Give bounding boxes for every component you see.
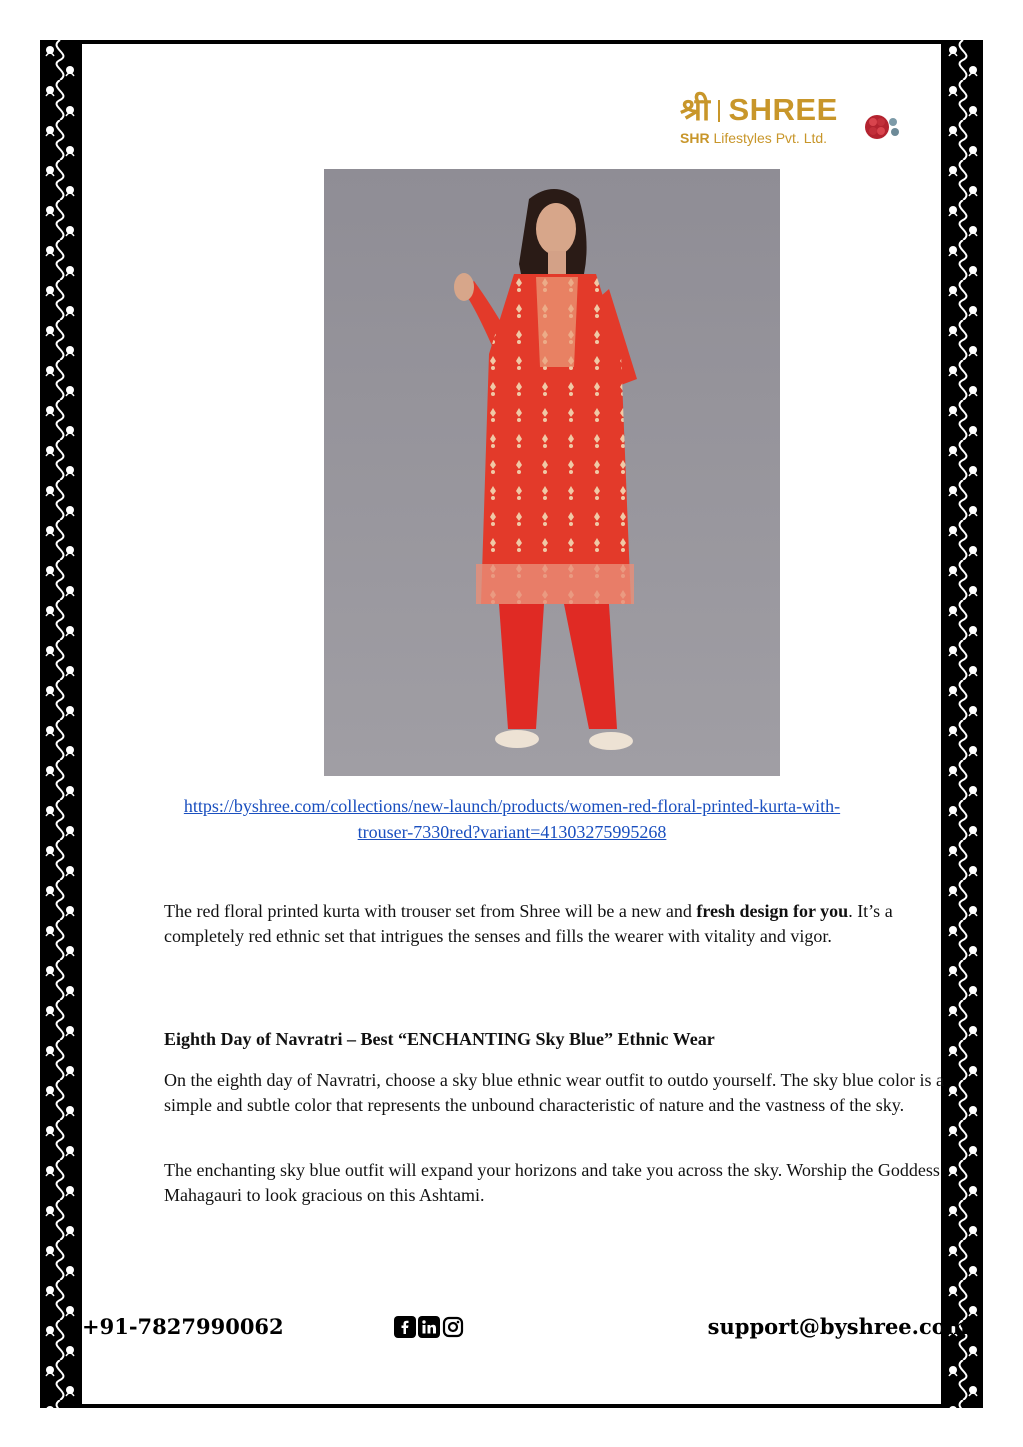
- footer-email[interactable]: support@byshree.com: [707, 1314, 968, 1339]
- page-content: [82, 44, 944, 1404]
- section-paragraph-1: On the eighth day of Navratri, choose a sky blue ethnic wear outfit to outdo yourself. The sky blue color is a simple and subtle color that represents the unbound characteristic of nature and the vastness of the sky.: [164, 1070, 944, 1115]
- facebook-icon[interactable]: [394, 1316, 416, 1338]
- section-paragraph-2: The enchanting sky blue outfit will expand your horizons and take you across the sky. Worship the Goddess Mahagauri to look gracious on this Ashtami.: [164, 1160, 940, 1205]
- social-icons: [394, 1316, 464, 1338]
- intro-paragraph: The red floral printed kurta with trouser set from Shree will be a new and fresh design for you. It’s a completely red ethnic set that intrigues the senses and fills the wearer with vitality and vigor.: [164, 901, 893, 946]
- intro-bold-phrase: fresh design for you: [696, 901, 849, 921]
- linkedin-icon[interactable]: [418, 1316, 440, 1338]
- logo-flower-icon: [863, 110, 903, 144]
- page-border-frame: [40, 40, 983, 1408]
- logo-devanagari: श्री: [680, 92, 711, 127]
- logo-subtitle: SHR Lifestyles Pvt. Ltd.: [680, 130, 828, 146]
- product-photo-red-kurta: [324, 169, 780, 776]
- instagram-icon[interactable]: [442, 1316, 464, 1338]
- decorative-border-left: [40, 40, 80, 1408]
- logo-wordmark: SHREE: [728, 92, 838, 127]
- footer-phone[interactable]: +91-7827990062: [82, 1314, 284, 1339]
- product-link-line-2[interactable]: trouser-7330red?variant=41303275995268: [357, 822, 667, 842]
- decorative-border-right: [943, 40, 983, 1408]
- shree-logo: [680, 88, 910, 158]
- section-heading: Eighth Day of Navratri – Best “ENCHANTING Sky Blue” Ethnic Wear: [164, 1029, 715, 1049]
- product-link-line-1[interactable]: https://byshree.com/collections/new-launch/products/women-red-floral-printed-kurta-with-: [183, 796, 841, 816]
